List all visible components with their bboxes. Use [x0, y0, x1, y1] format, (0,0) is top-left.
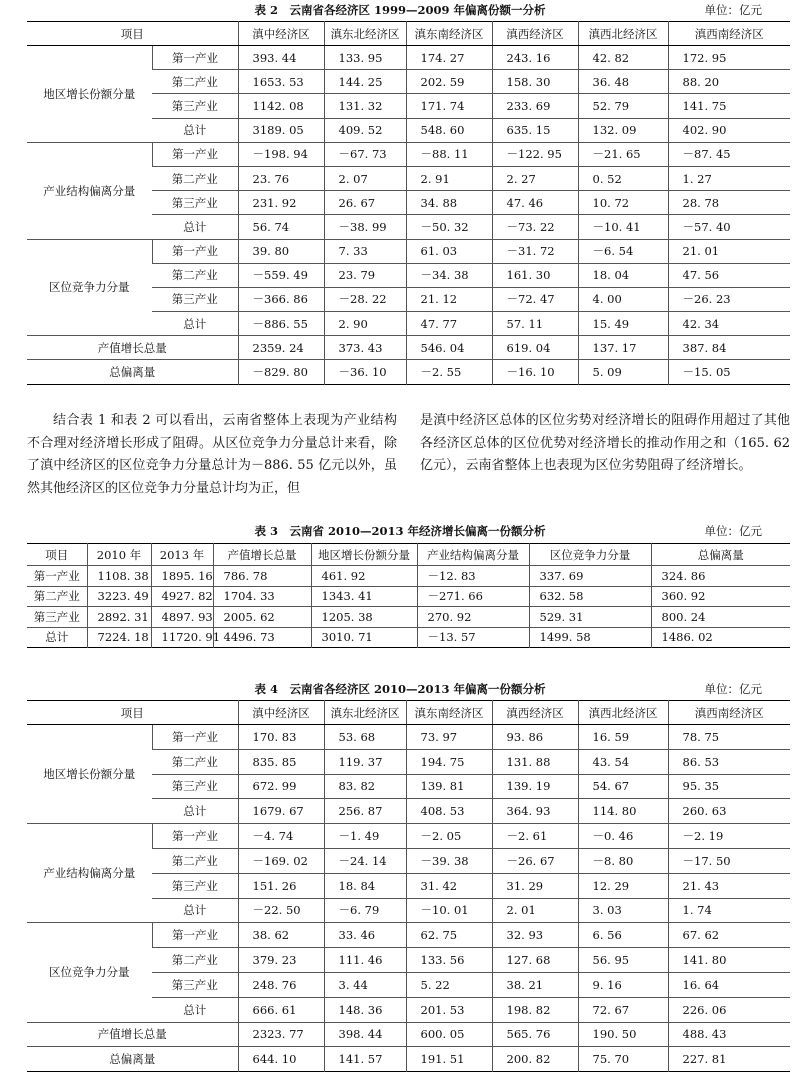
table-cell: 57. 11 [492, 312, 578, 336]
table-cell: －87. 45 [668, 142, 790, 166]
table-cell: 2. 27 [492, 166, 578, 190]
table-cell: 139. 19 [492, 774, 578, 799]
row-label: 第二产业 [152, 848, 238, 873]
table-cell: 83. 82 [324, 774, 406, 799]
group-label: 地区增长份额分量 [27, 725, 152, 824]
table-cell: 131. 32 [324, 94, 406, 118]
table-cell: 133. 95 [324, 46, 406, 70]
row-label: 总计 [152, 997, 238, 1022]
row-label: 总计 [152, 215, 238, 239]
table-cell: 39. 80 [238, 239, 324, 263]
table3-title: 表 3 云南省 2010—2013 年经济增长偏离一份额分析 [254, 524, 546, 538]
row-label: 第三产业 [152, 774, 238, 799]
table-cell: －31. 72 [492, 239, 578, 263]
column-header: 滇西南经济区 [668, 701, 790, 725]
row-label: 第一产业 [152, 824, 238, 849]
table-cell: 61. 03 [406, 239, 492, 263]
table-cell: 23. 79 [324, 263, 406, 287]
table-cell: 3010. 71 [311, 627, 417, 648]
group-label: 产业结构偏离分量 [27, 142, 152, 239]
table-cell: 33. 46 [324, 923, 406, 948]
table-row [27, 725, 790, 750]
table-cell: 379. 23 [238, 948, 324, 973]
column-header: 项目 [27, 544, 87, 566]
table-cell: －2. 61 [492, 824, 578, 849]
table-cell: 9. 16 [578, 972, 668, 997]
table-cell: 28. 78 [668, 191, 790, 215]
row-label: 第三产业 [152, 191, 238, 215]
table-cell: 42. 82 [578, 46, 668, 70]
row-label: 第二产业 [152, 263, 238, 287]
table-cell: －10. 01 [406, 898, 492, 923]
table-cell: 21. 01 [668, 239, 790, 263]
table-cell: 3189. 05 [238, 118, 324, 142]
table-cell: 67. 62 [668, 923, 790, 948]
table-cell: 619. 04 [492, 336, 578, 360]
row-label: 第三产业 [152, 873, 238, 898]
table-cell: 1142. 08 [238, 94, 324, 118]
row-label: 第三产业 [152, 972, 238, 997]
row-label: 总偏离量 [109, 365, 156, 380]
table-cell: －50. 32 [406, 215, 492, 239]
table-cell: 93. 86 [492, 725, 578, 750]
table-cell: 23. 76 [238, 166, 324, 190]
table-cell: 270. 92 [417, 607, 529, 628]
table-cell: 373. 43 [324, 336, 406, 360]
column-header: 滇中经济区 [238, 22, 324, 46]
table-cell: －88. 11 [406, 142, 492, 166]
table-cell: 190. 50 [578, 1022, 668, 1047]
column-header: 滇西北经济区 [578, 22, 668, 46]
table-cell: 1205. 38 [311, 607, 417, 628]
column-header: 2013 年 [151, 544, 213, 566]
table-cell: －34. 38 [406, 263, 492, 287]
table-cell: 644. 10 [238, 1047, 324, 1072]
table-cell: －36. 10 [324, 360, 406, 384]
table2-title: 表 2 云南省各经济区 1999—2009 年偏离份额一分析 [254, 3, 546, 17]
table-cell: －1. 49 [324, 824, 406, 849]
table-row [27, 566, 790, 587]
row-label: 总计 [152, 799, 238, 824]
table-cell: 127. 68 [492, 948, 578, 973]
row-label: 第二产业 [152, 166, 238, 190]
table-cell: 2005. 62 [213, 607, 311, 628]
column-header: 产业结构偏离分量 [417, 544, 529, 566]
table-cell: 21. 12 [406, 287, 492, 311]
table-cell: 144. 25 [324, 70, 406, 94]
table-cell: 4927. 82 [151, 586, 213, 607]
table-cell: 600. 05 [406, 1022, 492, 1047]
table-cell: 18. 04 [578, 263, 668, 287]
table-cell: －829. 80 [238, 360, 324, 384]
table-cell: 7224. 18 [87, 627, 151, 648]
table-cell: 198. 82 [492, 997, 578, 1022]
row-label: 第三产业 [152, 287, 238, 311]
table-cell: 0. 52 [578, 166, 668, 190]
column-header: 滇东北经济区 [324, 22, 406, 46]
table-cell: 835. 85 [238, 749, 324, 774]
table-cell: 26. 67 [324, 191, 406, 215]
table4-unit: 单位：亿元 [704, 682, 762, 696]
table-cell: 191. 51 [406, 1047, 492, 1072]
table-cell: 131. 88 [492, 749, 578, 774]
row-label: 第一产业 [152, 46, 238, 70]
table-cell: 47. 46 [492, 191, 578, 215]
table-3 [27, 543, 790, 648]
column-header: 总偏离量 [651, 544, 790, 566]
table-cell: 1. 27 [668, 166, 790, 190]
column-header: 滇西经济区 [492, 22, 578, 46]
table-cell: 114. 80 [578, 799, 668, 824]
row-label: 产值增长总量 [27, 336, 238, 360]
body-paragraph-right: 是滇中经济区总体的区位劣势对经济增长的阻碍作用超过了其他各经济区总体的区位优势对经济增长的推动作用之和（165. 62 亿元），云南省整体上也表现为区位劣势阻碍了经济增长。 [420, 413, 790, 473]
table-cell: －2. 05 [406, 824, 492, 849]
table-cell: 398. 44 [324, 1022, 406, 1047]
column-header: 滇西北经济区 [578, 701, 668, 725]
table-cell: 1653. 53 [238, 70, 324, 94]
row-label: 总偏离量 [109, 1052, 156, 1067]
table-cell: －559. 49 [238, 263, 324, 287]
table-cell: －13. 57 [417, 627, 529, 648]
table-cell: 73. 97 [406, 725, 492, 750]
row-label: 产值增长总量 [27, 1022, 238, 1047]
column-header: 地区增长份额分量 [311, 544, 417, 566]
table-cell: 1. 74 [668, 898, 790, 923]
table-cell: 337. 69 [529, 566, 651, 587]
table-cell: 148. 36 [324, 997, 406, 1022]
table-cell: 227. 81 [668, 1047, 790, 1072]
table-cell: 170. 83 [238, 725, 324, 750]
table-row [27, 923, 790, 948]
table2-unit: 单位：亿元 [704, 3, 762, 17]
table-cell: 12. 29 [578, 873, 668, 898]
table-cell: 324. 86 [651, 566, 790, 587]
table-cell: 141. 75 [668, 94, 790, 118]
column-header: 滇东南经济区 [406, 22, 492, 46]
table-cell: 56. 95 [578, 948, 668, 973]
table-cell: －21. 65 [578, 142, 668, 166]
table-cell: 62. 75 [406, 923, 492, 948]
table-cell: 201. 53 [406, 997, 492, 1022]
table-cell: 800. 24 [651, 607, 790, 628]
row-label: 总计 [152, 898, 238, 923]
table-cell: －17. 50 [668, 848, 790, 873]
table-cell: 461. 92 [311, 566, 417, 587]
table-cell: 139. 81 [406, 774, 492, 799]
table-cell: 2323. 77 [238, 1022, 324, 1047]
table-cell: －2. 19 [668, 824, 790, 849]
table-cell: 171. 74 [406, 94, 492, 118]
table-cell: 2892. 31 [87, 607, 151, 628]
table-row [27, 46, 790, 70]
table-cell: 16. 59 [578, 725, 668, 750]
table-cell: －24. 14 [324, 848, 406, 873]
table-cell: 53. 68 [324, 725, 406, 750]
row-label: 第二产业 [152, 70, 238, 94]
row-label: 第一产业 [152, 923, 238, 948]
table-cell: 31. 29 [492, 873, 578, 898]
table-cell: 38. 21 [492, 972, 578, 997]
table-cell: 1895. 16 [151, 566, 213, 587]
table-cell: －10. 41 [578, 215, 668, 239]
table-cell: －366. 86 [238, 287, 324, 311]
row-label: 第三产业 [152, 94, 238, 118]
table-cell: 56. 74 [238, 215, 324, 239]
row-label: 第三产业 [27, 607, 87, 628]
table-cell: －2. 55 [406, 360, 492, 384]
table-cell: 52. 79 [578, 94, 668, 118]
table-cell: 42. 34 [668, 312, 790, 336]
table-cell: 21. 43 [668, 873, 790, 898]
table-cell: －271. 66 [417, 586, 529, 607]
table-cell: －67. 73 [324, 142, 406, 166]
table-cell: 488. 43 [668, 1022, 790, 1047]
table-cell: 402. 90 [668, 118, 790, 142]
table-cell: 565. 76 [492, 1022, 578, 1047]
table-cell: 393. 44 [238, 46, 324, 70]
table-cell: 38. 62 [238, 923, 324, 948]
table-cell: －38. 99 [324, 215, 406, 239]
table-cell: －72. 47 [492, 287, 578, 311]
table-cell: 47. 56 [668, 263, 790, 287]
summary-row [27, 1047, 790, 1072]
table-cell: －6. 54 [578, 239, 668, 263]
table-cell: 233. 69 [492, 94, 578, 118]
table-cell: 137. 17 [578, 336, 668, 360]
table-cell: 47. 77 [406, 312, 492, 336]
table-cell: 111. 46 [324, 948, 406, 973]
table-cell: 4897. 93 [151, 607, 213, 628]
summary-row [27, 336, 790, 360]
table-cell: 635. 15 [492, 118, 578, 142]
row-label: 第一产业 [27, 566, 87, 587]
table-row [27, 239, 790, 263]
table-cell: 6. 56 [578, 923, 668, 948]
column-header: 项目 [27, 701, 238, 725]
table-cell: 43. 54 [578, 749, 668, 774]
table-cell: 3. 44 [324, 972, 406, 997]
group-label: 地区增长份额分量 [27, 46, 152, 143]
table-cell: 15. 49 [578, 312, 668, 336]
table-cell: 200. 82 [492, 1047, 578, 1072]
table3-unit: 单位：亿元 [704, 524, 762, 538]
table-cell: 78. 75 [668, 725, 790, 750]
table-2 [27, 21, 790, 385]
row-label: 总计 [152, 312, 238, 336]
row-label: 第一产业 [152, 725, 238, 750]
table-cell: －0. 46 [578, 824, 668, 849]
summary-row [27, 1022, 790, 1047]
table-cell: 1499. 58 [529, 627, 651, 648]
table-4 [27, 700, 790, 1072]
table-cell: 32. 93 [492, 923, 578, 948]
table-cell: －122. 95 [492, 142, 578, 166]
table-cell: 546. 04 [406, 336, 492, 360]
column-header: 项目 [27, 22, 238, 46]
table-cell: －4. 74 [238, 824, 324, 849]
table-cell: 119. 37 [324, 749, 406, 774]
table-cell: －16. 10 [492, 360, 578, 384]
table-cell: 202. 59 [406, 70, 492, 94]
table-cell: 86. 53 [668, 749, 790, 774]
table-cell: －8. 80 [578, 848, 668, 873]
table-cell: 141. 57 [324, 1047, 406, 1072]
table-cell: －39. 38 [406, 848, 492, 873]
column-header: 滇东南经济区 [406, 701, 492, 725]
table-cell: 2. 90 [324, 312, 406, 336]
table-cell: 161. 30 [492, 263, 578, 287]
table-cell: 7. 33 [324, 239, 406, 263]
table-cell: －169. 02 [238, 848, 324, 873]
row-label: 第二产业 [152, 948, 238, 973]
table-cell: 36. 48 [578, 70, 668, 94]
table-cell: 632. 58 [529, 586, 651, 607]
table-cell: －198. 94 [238, 142, 324, 166]
table-cell: 158. 30 [492, 70, 578, 94]
table-cell: 2. 07 [324, 166, 406, 190]
table-cell: 1679. 67 [238, 799, 324, 824]
table-cell: 75. 70 [578, 1047, 668, 1072]
table3-caption [0, 521, 800, 541]
table-cell: 260. 63 [668, 799, 790, 824]
table4-title: 表 4 云南省各经济区 2010—2013 年偏离一份额分析 [254, 682, 546, 696]
table-cell: 3. 03 [578, 898, 668, 923]
column-header: 滇西南经济区 [668, 22, 790, 46]
table-row [27, 627, 790, 648]
column-header: 区位竞争力分量 [529, 544, 651, 566]
table-cell: 16. 64 [668, 972, 790, 997]
row-label: 第一产业 [152, 142, 238, 166]
table-cell: 1343. 41 [311, 586, 417, 607]
table-cell: 4. 00 [578, 287, 668, 311]
table-cell: 2. 91 [406, 166, 492, 190]
table-cell: －26. 23 [668, 287, 790, 311]
table-cell: 95. 35 [668, 774, 790, 799]
table-cell: 364. 93 [492, 799, 578, 824]
table-cell: 5. 09 [578, 360, 668, 384]
table-cell: 672. 99 [238, 774, 324, 799]
table-cell: 172. 95 [668, 46, 790, 70]
table-cell: 256. 87 [324, 799, 406, 824]
table-row [27, 607, 790, 628]
summary-row [27, 360, 790, 384]
table-cell: －6. 79 [324, 898, 406, 923]
table-cell: 226. 06 [668, 997, 790, 1022]
column-header: 2010 年 [87, 544, 151, 566]
table-cell: 54. 67 [578, 774, 668, 799]
table-cell: 2359. 24 [238, 336, 324, 360]
table-cell: 18. 84 [324, 873, 406, 898]
body-paragraph-left: 结合表 1 和表 2 可以看出，云南省整体上表现为产业结构不合理对经济增长形成了阻碍。从区位竞争力分量总计来看，除了滇中经济区的区位竞争力分量总计为－886. 55 亿元以外，虽然其他经济区的区位竞争力分量总计均为正，但 [27, 413, 397, 496]
table-cell: 1486. 02 [651, 627, 790, 648]
table2-caption [0, 0, 800, 20]
row-label: 总计 [152, 118, 238, 142]
table-cell: 243. 16 [492, 46, 578, 70]
column-header: 滇西经济区 [492, 701, 578, 725]
column-header: 滇东北经济区 [324, 701, 406, 725]
table-cell: －886. 55 [238, 312, 324, 336]
row-label: 第一产业 [152, 239, 238, 263]
table-cell: 151. 26 [238, 873, 324, 898]
row-label: 第二产业 [152, 749, 238, 774]
table-cell: 248. 76 [238, 972, 324, 997]
table-cell: 408. 53 [406, 799, 492, 824]
table-cell: 174. 27 [406, 46, 492, 70]
table-cell: 141. 80 [668, 948, 790, 973]
column-header: 产值增长总量 [213, 544, 311, 566]
table-cell: 4496. 73 [213, 627, 311, 648]
table-cell: －28. 22 [324, 287, 406, 311]
table-cell: 786. 78 [213, 566, 311, 587]
row-label: 总计 [45, 630, 69, 645]
table-cell: －15. 05 [668, 360, 790, 384]
table-cell: 666. 61 [238, 997, 324, 1022]
table-row [27, 824, 790, 849]
group-label: 区位竞争力分量 [27, 923, 152, 1022]
table-cell: －57. 40 [668, 215, 790, 239]
group-label: 产业结构偏离分量 [27, 824, 152, 923]
table-cell: －73. 22 [492, 215, 578, 239]
table-cell: 529. 31 [529, 607, 651, 628]
table-cell: －22. 50 [238, 898, 324, 923]
table-row [27, 586, 790, 607]
table-cell: －26. 67 [492, 848, 578, 873]
table-cell: 194. 75 [406, 749, 492, 774]
row-label: 第二产业 [27, 586, 87, 607]
column-header: 滇中经济区 [238, 701, 324, 725]
table-cell: 88. 20 [668, 70, 790, 94]
table-cell: 548. 60 [406, 118, 492, 142]
table-cell: 2. 01 [492, 898, 578, 923]
table-cell: 72. 67 [578, 997, 668, 1022]
group-label: 区位竞争力分量 [27, 239, 152, 336]
table-cell: 3223. 49 [87, 586, 151, 607]
table-cell: 133. 56 [406, 948, 492, 973]
table-cell: 34. 88 [406, 191, 492, 215]
table-cell: 132. 09 [578, 118, 668, 142]
table-cell: 409. 52 [324, 118, 406, 142]
table-cell: 10. 72 [578, 191, 668, 215]
table-cell: －12. 83 [417, 566, 529, 587]
table-cell: 360. 92 [651, 586, 790, 607]
table4-caption [0, 679, 800, 699]
table-cell: 1704. 33 [213, 586, 311, 607]
table-cell: 387. 84 [668, 336, 790, 360]
table-row [27, 142, 790, 166]
table-cell: 11720. 91 [151, 627, 213, 648]
table-cell: 1108. 38 [87, 566, 151, 587]
table-cell: 5. 22 [406, 972, 492, 997]
table-cell: 231. 92 [238, 191, 324, 215]
table-cell: 31. 42 [406, 873, 492, 898]
